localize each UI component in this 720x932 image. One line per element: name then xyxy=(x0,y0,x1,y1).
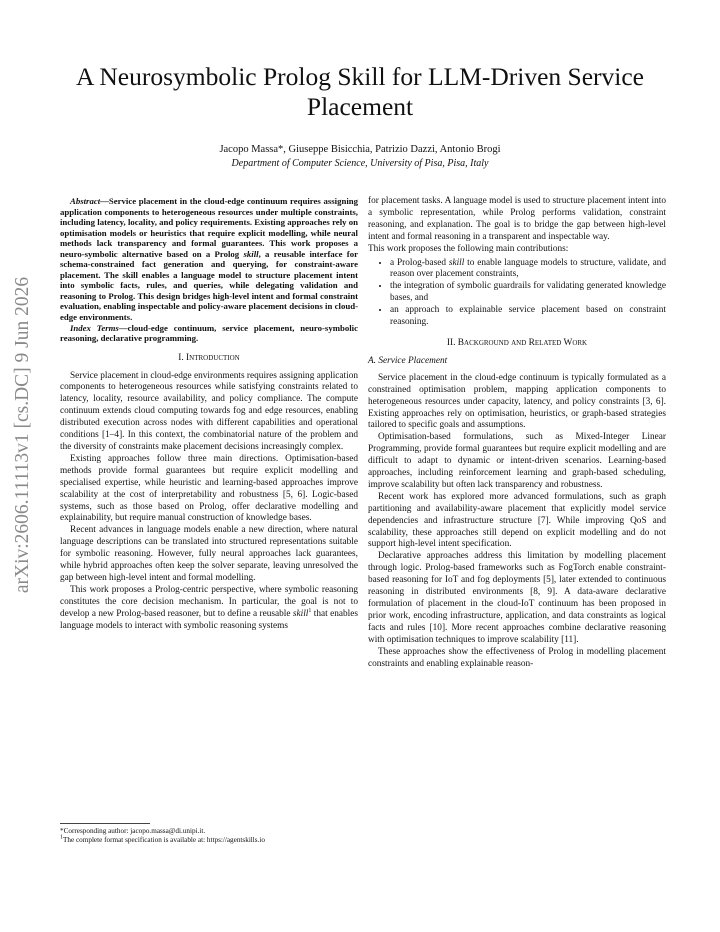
contribution-text: an approach to explainable service placement based on constraint reasoning. xyxy=(390,305,666,328)
intro-p4-text-end: that enables language models to interact with symbolic reasoning systems xyxy=(60,608,358,631)
background-paragraph-2: Optimisation-based formulations, such as Mixed-Integer Linear Programming, provide formal guarantees but require explicit modelling and are difficult to adapt to dynamic or intent-driven scenarios. Learning-based approaches, including reinforcement learning and graph-based scheduling, improve scalability but often lack transparency and robustness. xyxy=(368,432,666,490)
contribution-text: a Prolog-based xyxy=(390,257,449,268)
background-paragraph-1: Service placement in the cloud-edge continuum is typically formulated as a constrained optimisation problem, mapping application components to heterogeneous resources under capacity, latency, and policy constraints [3, 6]. Existing approaches rely on optimisation, heuristics, or graph-based strategies tailored to specific goals and assumptions. xyxy=(368,372,666,431)
abstract-text: —Service placement in the cloud-edge continuum requires assigning application components to heterogeneous resources under multiple constraints, including latency, locality, and policy requirements. Existing approaches rely on optimisation models or heuristics that require explicit modelling, while neural methods lack transparency and formal guarantees. This work proposes a neuro-symbolic alternative based on a Prolog xyxy=(60,196,358,259)
intro-p4-skill: skill xyxy=(292,608,309,619)
footnote-1-mark: 1 xyxy=(60,834,63,841)
contribution-item xyxy=(390,305,666,329)
affiliation: Department of Computer Science, University of Pisa, Pisa, Italy xyxy=(231,158,489,169)
intro-paragraph-3: Recent advances in language models enable a new direction, where natural language descriptions can be translated into structured representations suitable for symbolic reasoning. However, fully neural approaches lack guarantees, while hybrid approaches often keep the solver separate, leaving unresolved the gap between high-level intent and formal modelling. xyxy=(60,525,358,583)
background-paragraph-5: These approaches show the effectiveness of Prolog in modelling placement constraints and enabling explainable reason- xyxy=(368,646,666,669)
intro-paragraph-2: Existing approaches follow three main directions. Optimisation-based methods provide formal guarantees but require explicit modelling and specialised expertise, while heuristic and learning-based approaches improve scalability at the cost of interpretability and robustness [5, 6]. Logic-based systems, such as those based on Prolog, offer declarative modelling and explainability, but require manual construction of knowledge bases. xyxy=(60,453,358,524)
abstract-skill-word: skill xyxy=(243,248,259,259)
index-terms-text: —cloud-edge continuum, service placement, neuro-symbolic reasoning, declarative programming. xyxy=(60,322,358,344)
contribution-item xyxy=(390,258,666,282)
service-placement-subheading: A. Service Placement xyxy=(368,355,448,366)
intro-continuation: for placement tasks. A language model is used to structure placement intent into a symbolic representation, while Prolog performs validation, constraint reasoning, and explanation. The goal is to bridge the gap between high-level intent and formal reasoning in a transparent and inspectable way. xyxy=(368,196,666,242)
contributions-list xyxy=(368,258,666,329)
abstract-label: Abstract xyxy=(70,196,101,206)
footnotes xyxy=(60,823,358,845)
contribution-text: to enable language models to structure, validate, and reason over placement constraints, xyxy=(390,257,667,280)
contribution-text: the integration of symbolic guardrails for validating generated knowledge bases, and xyxy=(390,281,666,304)
author-list: Jacopo Massa*, Giuseppe Bisicchia, Patrizio Dazzi, Antonio Brogi xyxy=(219,144,501,155)
arxiv-stamp-text: arXiv:2606.11113v1 [cs.DC] 9 Jun 2026 xyxy=(12,276,33,594)
intro-paragraph-4 xyxy=(60,585,358,633)
paper-title: A Neurosymbolic Prolog Skill for LLM-Driven Service Placement xyxy=(76,62,644,121)
abstract-text-end: , a reusable interface for schema-constrained fact generation and querying, for constraint-aware placement. The skill enables a language model to structure placement intent into symbolic facts, rules, and queries, while delegating validation and reasoning to Prolog. This design bridges high-level intent and formal constraint evaluation, enabling inspectable and policy-aware placement decisions in cloud-edge environments. xyxy=(60,248,358,323)
left-column xyxy=(60,196,358,633)
index-terms-label: Index Terms xyxy=(70,322,119,333)
intro-p4-text: This work proposes a Prolog-centric perspective, where symbolic reasoning constitutes the core decision mechanism. In particular, the goal is not to develop a new Prolog-based reasoner, but to define a reusable xyxy=(60,584,358,619)
footnote-1 xyxy=(60,836,358,845)
background-heading: II. Background and Related Work xyxy=(446,337,588,348)
right-column xyxy=(368,196,666,670)
abstract xyxy=(60,196,358,344)
intro-heading: I. Introduction xyxy=(178,352,240,363)
footnote-rule xyxy=(60,823,150,824)
background-paragraph-3: Recent work has explored more advanced formulations, such as graph partitioning and availability-aware placement that explicitly model service dependencies and infrastructure structure [7]. While improving QoS and scalability, these approaches still depend on explicit modelling and do not support high-level intent specification. xyxy=(368,491,666,550)
intro-paragraph-1: Service placement in cloud-edge environments requires assigning application components to heterogeneous resources while satisfying constraints related to latency, locality, resource availability, and policy compliance. The compute continuum extends cloud computing towards fog and edge resources, enabling distributed execution across nodes with different capabilities and operational conditions [1–4]. In this context, the combinatorial nature of the problem and the diversity of constraints make placement decisions increasingly complex. xyxy=(60,370,358,452)
background-paragraph-4: Declarative approaches address this limitation by modelling placement through logic. Prolog-based frameworks such as FogTorch enable constraint-based reasoning for IoT and fog deployments [5], later extended to continuous reasoning in distributed environments [8, 9]. A data-aware declarative formulation of placement in the cloud-IoT continuum has been proposed in prior work, encoding infrastructure, application, and data constraints as logical facts and rules [10]. More recent approaches combine declarative reasoning with optimisation techniques to improve scalability [11]. xyxy=(368,551,666,645)
footnote-1-text[interactable]: The complete format specification is available at: https://agentskills.io xyxy=(63,836,265,845)
footnote-mark-1[interactable]: 1 xyxy=(308,607,312,614)
contribution-item xyxy=(390,281,666,305)
corresponding-author-note: *Corresponding author: jacopo.massa@di.unipi.it. xyxy=(60,827,206,835)
contributions-lead: This work proposes the following main contributions: xyxy=(368,243,569,254)
contribution-skill: skill xyxy=(448,257,465,268)
arxiv-stamp xyxy=(2,185,44,685)
